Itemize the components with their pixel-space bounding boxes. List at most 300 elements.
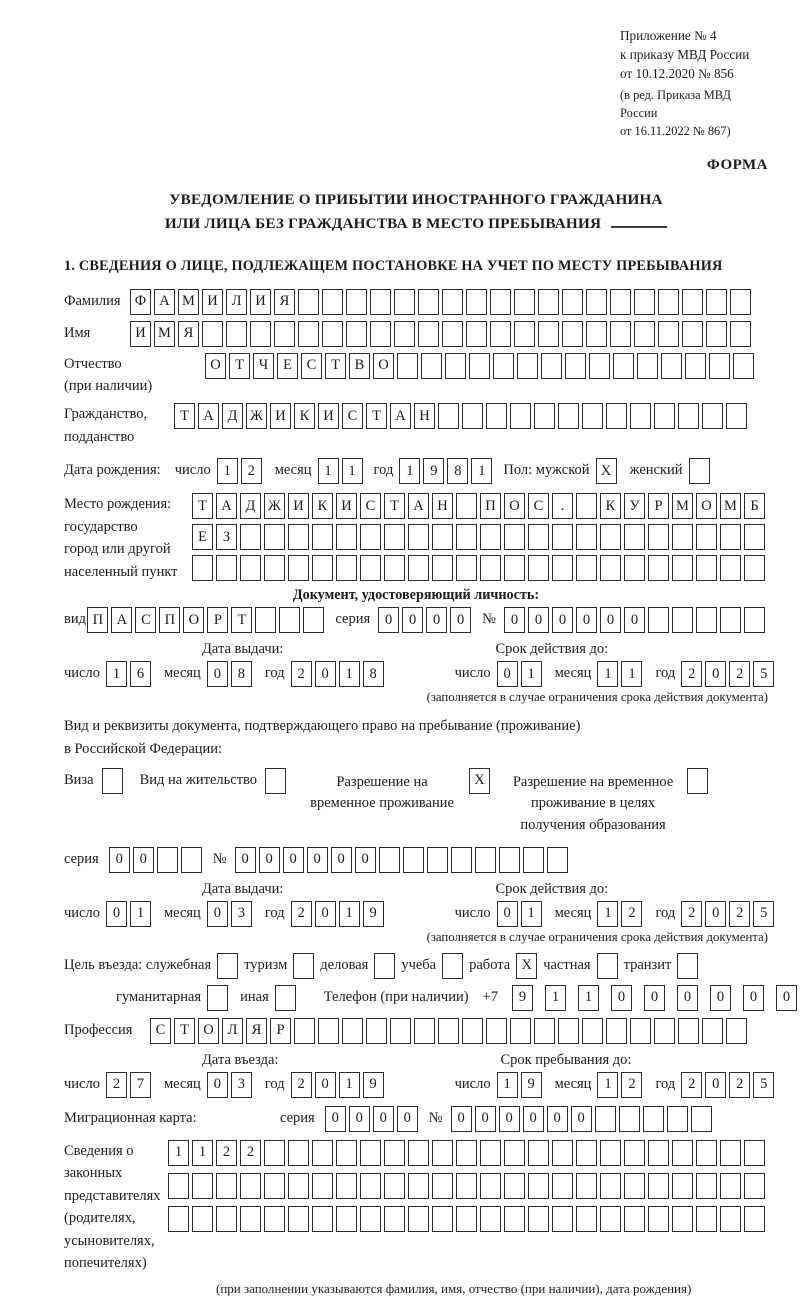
char-box[interactable] (661, 353, 682, 379)
char-box[interactable]: 0 (497, 661, 518, 687)
char-box[interactable] (462, 1018, 483, 1044)
char-box[interactable]: 1 (106, 661, 127, 687)
char-box[interactable] (360, 1173, 381, 1199)
char-box[interactable]: 0 (450, 607, 471, 633)
char-box[interactable]: А (408, 493, 429, 519)
char-box[interactable] (538, 321, 559, 347)
char-box[interactable] (480, 1173, 501, 1199)
char-box[interactable]: Е (192, 524, 213, 550)
char-box[interactable]: 0 (373, 1106, 394, 1132)
char-box[interactable]: 0 (611, 985, 632, 1011)
char-box[interactable]: 1 (471, 458, 492, 484)
char-box[interactable]: 5 (753, 661, 774, 687)
char-box[interactable] (586, 321, 607, 347)
char-box[interactable] (322, 289, 343, 315)
char-box[interactable] (576, 493, 597, 519)
char-box[interactable]: 1 (521, 661, 542, 687)
char-box[interactable] (469, 353, 490, 379)
char-box[interactable] (658, 289, 679, 315)
char-box[interactable] (667, 1106, 688, 1132)
char-box[interactable] (466, 321, 487, 347)
char-box[interactable]: 1 (168, 1140, 189, 1166)
char-box[interactable] (408, 555, 429, 581)
char-box[interactable]: 0 (497, 901, 518, 927)
char-box[interactable]: 5 (753, 1072, 774, 1098)
char-box[interactable] (709, 353, 730, 379)
char-box[interactable] (442, 321, 463, 347)
char-box[interactable] (510, 403, 531, 429)
char-box[interactable] (318, 1018, 339, 1044)
char-box[interactable] (744, 607, 765, 633)
char-box[interactable] (438, 403, 459, 429)
char-box[interactable] (336, 524, 357, 550)
char-box[interactable]: 1 (339, 661, 360, 687)
purpose-business-checkbox[interactable] (217, 953, 238, 979)
char-box[interactable] (264, 524, 285, 550)
char-box[interactable] (589, 353, 610, 379)
char-box[interactable]: 0 (547, 1106, 568, 1132)
char-box[interactable] (720, 607, 741, 633)
char-box[interactable] (480, 524, 501, 550)
char-box[interactable]: М (154, 321, 175, 347)
char-box[interactable] (606, 403, 627, 429)
char-box[interactable] (730, 289, 751, 315)
visa-checkbox[interactable] (102, 768, 123, 794)
char-box[interactable] (562, 321, 583, 347)
char-box[interactable]: О (198, 1018, 219, 1044)
char-box[interactable]: О (696, 493, 717, 519)
char-box[interactable] (456, 555, 477, 581)
char-box[interactable] (696, 1140, 717, 1166)
char-box[interactable]: 1 (621, 661, 642, 687)
char-box[interactable] (312, 1173, 333, 1199)
char-box[interactable] (582, 1018, 603, 1044)
char-box[interactable]: 2 (681, 1072, 702, 1098)
char-box[interactable]: В (349, 353, 370, 379)
char-box[interactable]: 2 (240, 1140, 261, 1166)
char-box[interactable] (552, 1140, 573, 1166)
char-box[interactable] (720, 1140, 741, 1166)
char-box[interactable] (696, 607, 717, 633)
char-box[interactable] (648, 1140, 669, 1166)
char-box[interactable] (672, 524, 693, 550)
char-box[interactable] (600, 1140, 621, 1166)
char-box[interactable] (610, 289, 631, 315)
purpose-tourism-checkbox[interactable] (293, 953, 314, 979)
char-box[interactable]: 1 (339, 901, 360, 927)
char-box[interactable] (682, 289, 703, 315)
char-box[interactable] (288, 1173, 309, 1199)
char-box[interactable]: 2 (729, 901, 750, 927)
char-box[interactable] (384, 524, 405, 550)
char-box[interactable]: 1 (130, 901, 151, 927)
char-box[interactable] (648, 1206, 669, 1232)
purpose-humanitarian-checkbox[interactable] (207, 985, 228, 1011)
char-box[interactable] (336, 1206, 357, 1232)
char-box[interactable] (658, 321, 679, 347)
char-box[interactable]: 7 (130, 1072, 151, 1098)
char-box[interactable]: И (336, 493, 357, 519)
char-box[interactable] (706, 321, 727, 347)
char-box[interactable]: 0 (325, 1106, 346, 1132)
char-box[interactable]: 0 (710, 985, 731, 1011)
char-box[interactable]: 0 (705, 1072, 726, 1098)
char-box[interactable]: Ч (253, 353, 274, 379)
char-box[interactable] (168, 1206, 189, 1232)
char-box[interactable] (336, 1140, 357, 1166)
char-box[interactable]: Я (246, 1018, 267, 1044)
char-box[interactable] (619, 1106, 640, 1132)
char-box[interactable] (672, 555, 693, 581)
char-box[interactable]: Т (192, 493, 213, 519)
char-box[interactable] (456, 493, 477, 519)
char-box[interactable]: П (159, 607, 180, 633)
char-box[interactable]: 0 (523, 1106, 544, 1132)
char-box[interactable] (600, 1206, 621, 1232)
char-box[interactable] (427, 847, 448, 873)
char-box[interactable]: 2 (621, 901, 642, 927)
char-box[interactable] (565, 353, 586, 379)
char-box[interactable]: 0 (776, 985, 797, 1011)
char-box[interactable] (264, 555, 285, 581)
char-box[interactable]: 1 (318, 458, 339, 484)
char-box[interactable]: О (205, 353, 226, 379)
char-box[interactable]: К (600, 493, 621, 519)
char-box[interactable]: О (183, 607, 204, 633)
char-box[interactable] (624, 524, 645, 550)
char-box[interactable] (397, 353, 418, 379)
char-box[interactable] (648, 1173, 669, 1199)
char-box[interactable] (586, 289, 607, 315)
char-box[interactable] (528, 1173, 549, 1199)
char-box[interactable]: 0 (315, 1072, 336, 1098)
char-box[interactable] (720, 524, 741, 550)
char-box[interactable] (528, 555, 549, 581)
char-box[interactable]: Е (277, 353, 298, 379)
char-box[interactable] (342, 1018, 363, 1044)
char-box[interactable] (504, 1206, 525, 1232)
char-box[interactable] (744, 555, 765, 581)
char-box[interactable] (346, 321, 367, 347)
char-box[interactable] (438, 1018, 459, 1044)
purpose-commercial-checkbox[interactable] (374, 953, 395, 979)
char-box[interactable] (576, 555, 597, 581)
purpose-transit-checkbox[interactable] (677, 953, 698, 979)
char-box[interactable]: 0 (307, 847, 328, 873)
char-box[interactable] (672, 1140, 693, 1166)
char-box[interactable] (600, 524, 621, 550)
char-box[interactable] (733, 353, 754, 379)
char-box[interactable] (360, 555, 381, 581)
char-box[interactable] (552, 1206, 573, 1232)
char-box[interactable] (702, 403, 723, 429)
purpose-private-checkbox[interactable] (597, 953, 618, 979)
char-box[interactable] (250, 321, 271, 347)
char-box[interactable] (288, 524, 309, 550)
char-box[interactable]: О (373, 353, 394, 379)
char-box[interactable] (600, 555, 621, 581)
char-box[interactable] (637, 353, 658, 379)
char-box[interactable] (547, 847, 568, 873)
char-box[interactable]: 8 (363, 661, 384, 687)
char-box[interactable]: 0 (259, 847, 280, 873)
char-box[interactable] (432, 1206, 453, 1232)
char-box[interactable] (538, 289, 559, 315)
char-box[interactable]: 0 (106, 901, 127, 927)
char-box[interactable]: У (624, 493, 645, 519)
char-box[interactable]: И (318, 403, 339, 429)
char-box[interactable]: 0 (207, 901, 228, 927)
char-box[interactable] (384, 1173, 405, 1199)
char-box[interactable] (630, 1018, 651, 1044)
char-box[interactable]: 0 (397, 1106, 418, 1132)
char-box[interactable] (504, 555, 525, 581)
char-box[interactable] (303, 607, 324, 633)
char-box[interactable]: Т (384, 493, 405, 519)
char-box[interactable] (216, 555, 237, 581)
char-box[interactable] (181, 847, 202, 873)
char-box[interactable]: Л (226, 289, 247, 315)
purpose-study-checkbox[interactable] (442, 953, 463, 979)
char-box[interactable] (648, 524, 669, 550)
char-box[interactable]: 1 (597, 901, 618, 927)
char-box[interactable]: К (312, 493, 333, 519)
char-box[interactable]: 0 (402, 607, 423, 633)
char-box[interactable]: 9 (363, 1072, 384, 1098)
char-box[interactable] (322, 321, 343, 347)
char-box[interactable]: 0 (644, 985, 665, 1011)
char-box[interactable] (504, 1140, 525, 1166)
char-box[interactable] (576, 1173, 597, 1199)
char-box[interactable]: 0 (315, 661, 336, 687)
char-box[interactable] (576, 524, 597, 550)
char-box[interactable]: С (528, 493, 549, 519)
char-box[interactable] (360, 1206, 381, 1232)
char-box[interactable]: 3 (231, 901, 252, 927)
char-box[interactable]: 2 (621, 1072, 642, 1098)
char-box[interactable] (720, 555, 741, 581)
char-box[interactable] (654, 1018, 675, 1044)
char-box[interactable] (552, 524, 573, 550)
char-box[interactable] (624, 1140, 645, 1166)
char-box[interactable] (432, 1140, 453, 1166)
char-box[interactable] (264, 1206, 285, 1232)
char-box[interactable]: 2 (729, 661, 750, 687)
char-box[interactable] (672, 1173, 693, 1199)
char-box[interactable] (534, 403, 555, 429)
char-box[interactable] (418, 289, 439, 315)
char-box[interactable]: 0 (315, 901, 336, 927)
char-box[interactable] (462, 403, 483, 429)
char-box[interactable]: 0 (552, 607, 573, 633)
char-box[interactable] (678, 403, 699, 429)
char-box[interactable]: М (672, 493, 693, 519)
char-box[interactable] (552, 1173, 573, 1199)
char-box[interactable]: Р (648, 493, 669, 519)
char-box[interactable]: 0 (600, 607, 621, 633)
char-box[interactable] (432, 555, 453, 581)
char-box[interactable]: 9 (521, 1072, 542, 1098)
char-box[interactable] (610, 321, 631, 347)
char-box[interactable]: 0 (235, 847, 256, 873)
char-box[interactable]: С (342, 403, 363, 429)
char-box[interactable] (528, 524, 549, 550)
char-box[interactable] (312, 1206, 333, 1232)
char-box[interactable]: 0 (207, 661, 228, 687)
char-box[interactable]: Д (222, 403, 243, 429)
char-box[interactable]: П (480, 493, 501, 519)
char-box[interactable]: 8 (447, 458, 468, 484)
char-box[interactable] (490, 289, 511, 315)
char-box[interactable]: Н (414, 403, 435, 429)
char-box[interactable]: 0 (426, 607, 447, 633)
char-box[interactable]: 1 (339, 1072, 360, 1098)
char-box[interactable] (672, 607, 693, 633)
char-box[interactable]: 0 (109, 847, 130, 873)
char-box[interactable]: И (250, 289, 271, 315)
char-box[interactable] (576, 1206, 597, 1232)
char-box[interactable]: А (111, 607, 132, 633)
char-box[interactable] (336, 1173, 357, 1199)
char-box[interactable] (720, 1206, 741, 1232)
char-box[interactable]: Ж (264, 493, 285, 519)
char-box[interactable] (480, 1140, 501, 1166)
char-box[interactable]: 1 (597, 661, 618, 687)
char-box[interactable]: 2 (291, 1072, 312, 1098)
char-box[interactable] (562, 289, 583, 315)
char-box[interactable]: 0 (355, 847, 376, 873)
char-box[interactable]: 0 (705, 901, 726, 927)
char-box[interactable] (445, 353, 466, 379)
char-box[interactable]: 1 (192, 1140, 213, 1166)
char-box[interactable]: К (294, 403, 315, 429)
char-box[interactable]: Т (174, 403, 195, 429)
char-box[interactable] (240, 524, 261, 550)
char-box[interactable] (384, 555, 405, 581)
char-box[interactable] (157, 847, 178, 873)
char-box[interactable] (528, 1140, 549, 1166)
char-box[interactable] (216, 1206, 237, 1232)
char-box[interactable]: 0 (571, 1106, 592, 1132)
char-box[interactable] (255, 607, 276, 633)
char-box[interactable] (696, 555, 717, 581)
char-box[interactable] (279, 607, 300, 633)
sex-male-checkbox[interactable]: X (596, 458, 617, 484)
char-box[interactable]: 1 (578, 985, 599, 1011)
char-box[interactable]: 0 (133, 847, 154, 873)
char-box[interactable] (288, 1206, 309, 1232)
char-box[interactable]: А (216, 493, 237, 519)
char-box[interactable]: 0 (705, 661, 726, 687)
char-box[interactable]: Я (274, 289, 295, 315)
char-box[interactable] (504, 1173, 525, 1199)
temp-residence-checkbox[interactable]: X (469, 768, 490, 794)
char-box[interactable] (346, 289, 367, 315)
char-box[interactable] (274, 321, 295, 347)
char-box[interactable] (298, 289, 319, 315)
char-box[interactable]: А (154, 289, 175, 315)
char-box[interactable] (486, 1018, 507, 1044)
char-box[interactable] (192, 1173, 213, 1199)
char-box[interactable] (216, 1173, 237, 1199)
char-box[interactable] (624, 1173, 645, 1199)
char-box[interactable]: А (390, 403, 411, 429)
char-box[interactable]: Ф (130, 289, 151, 315)
char-box[interactable] (706, 289, 727, 315)
char-box[interactable]: 0 (283, 847, 304, 873)
char-box[interactable] (672, 1206, 693, 1232)
char-box[interactable]: . (552, 493, 573, 519)
char-box[interactable]: 3 (231, 1072, 252, 1098)
char-box[interactable] (691, 1106, 712, 1132)
char-box[interactable]: 1 (521, 901, 542, 927)
char-box[interactable]: Р (207, 607, 228, 633)
char-box[interactable] (192, 1206, 213, 1232)
char-box[interactable]: Ж (246, 403, 267, 429)
char-box[interactable]: З (216, 524, 237, 550)
char-box[interactable] (726, 1018, 747, 1044)
char-box[interactable]: 1 (545, 985, 566, 1011)
char-box[interactable]: Я (178, 321, 199, 347)
char-box[interactable]: 2 (729, 1072, 750, 1098)
sex-female-checkbox[interactable] (689, 458, 710, 484)
char-box[interactable] (576, 1140, 597, 1166)
char-box[interactable]: 0 (504, 607, 525, 633)
char-box[interactable] (240, 1173, 261, 1199)
char-box[interactable] (288, 1140, 309, 1166)
char-box[interactable] (493, 353, 514, 379)
char-box[interactable] (294, 1018, 315, 1044)
char-box[interactable]: 9 (423, 458, 444, 484)
char-box[interactable] (486, 403, 507, 429)
purpose-work-checkbox[interactable]: X (516, 953, 537, 979)
char-box[interactable] (624, 1206, 645, 1232)
char-box[interactable] (517, 353, 538, 379)
char-box[interactable]: Л (222, 1018, 243, 1044)
char-box[interactable] (408, 524, 429, 550)
char-box[interactable] (696, 1206, 717, 1232)
char-box[interactable] (264, 1140, 285, 1166)
char-box[interactable] (408, 1173, 429, 1199)
residence-permit-checkbox[interactable] (265, 768, 286, 794)
char-box[interactable] (744, 1206, 765, 1232)
char-box[interactable]: 0 (499, 1106, 520, 1132)
char-box[interactable]: 0 (624, 607, 645, 633)
char-box[interactable]: 2 (291, 661, 312, 687)
char-box[interactable] (523, 847, 544, 873)
char-box[interactable] (202, 321, 223, 347)
char-box[interactable] (394, 289, 415, 315)
char-box[interactable] (379, 847, 400, 873)
char-box[interactable] (451, 847, 472, 873)
char-box[interactable] (480, 555, 501, 581)
char-box[interactable]: С (150, 1018, 171, 1044)
char-box[interactable] (475, 847, 496, 873)
char-box[interactable]: 2 (241, 458, 262, 484)
char-box[interactable]: И (270, 403, 291, 429)
char-box[interactable]: Д (240, 493, 261, 519)
char-box[interactable] (366, 1018, 387, 1044)
char-box[interactable]: А (198, 403, 219, 429)
char-box[interactable] (541, 353, 562, 379)
char-box[interactable] (654, 403, 675, 429)
char-box[interactable] (595, 1106, 616, 1132)
char-box[interactable] (702, 1018, 723, 1044)
char-box[interactable] (499, 847, 520, 873)
char-box[interactable] (552, 555, 573, 581)
char-box[interactable]: 5 (753, 901, 774, 927)
char-box[interactable] (192, 555, 213, 581)
